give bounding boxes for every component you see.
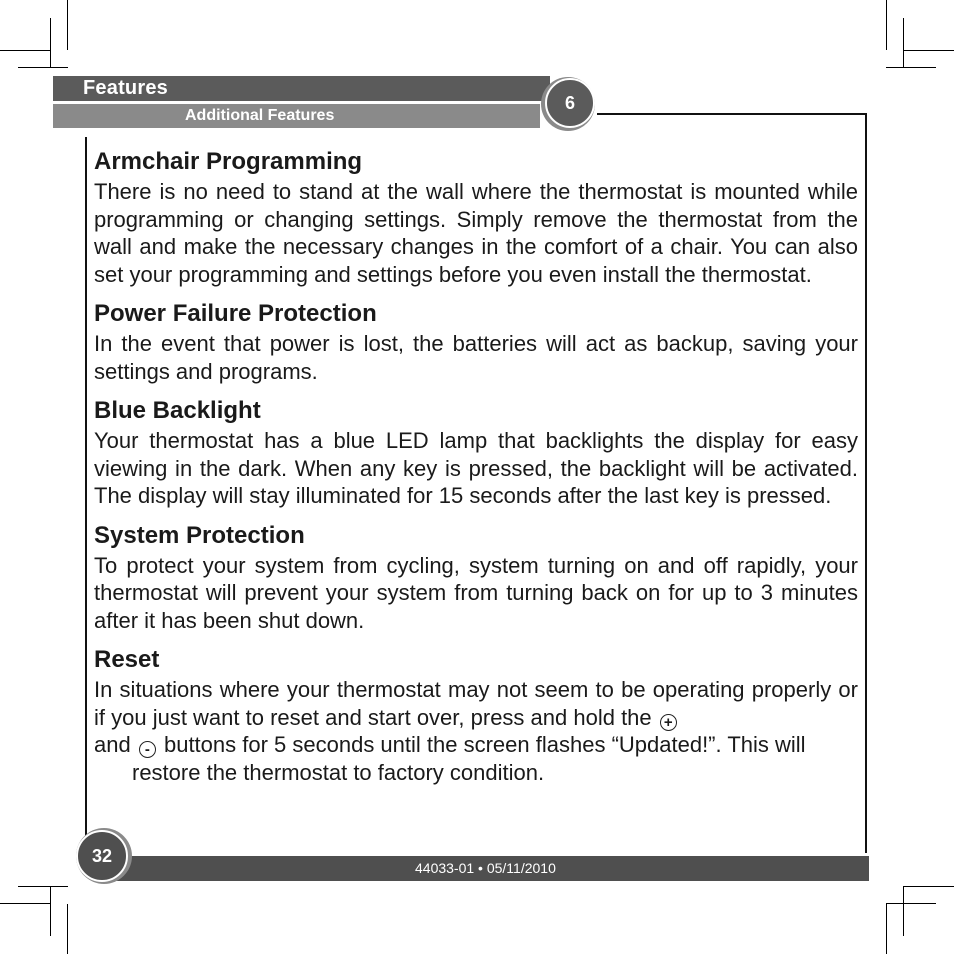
crop-mark — [904, 50, 954, 51]
crop-mark — [18, 67, 68, 68]
minus-button-icon: - — [139, 741, 156, 758]
reset-text-part2: and — [94, 732, 131, 757]
crop-mark — [886, 67, 936, 68]
frame-right-rule — [865, 113, 867, 853]
section-heading: Armchair Programming — [94, 148, 363, 175]
reset-text-part4: restore the thermostat to factory condition. — [132, 759, 545, 785]
frame-top-rule — [597, 113, 867, 115]
section-body: There is no need to stand at the wall where the thermostat is mounted while programming or changing settings. Simply remove the thermostat from the wall and make the necessary changes in the comfort of a chair. You can also set your programming and settings before you even install the thermostat. — [94, 179, 858, 287]
crop-mark — [0, 903, 50, 904]
crop-mark — [50, 886, 51, 936]
page-number-badge: 32 — [76, 830, 128, 882]
crop-mark — [67, 0, 68, 50]
section-heading: System Protection — [94, 521, 305, 549]
reset-text-part3: buttons for 5 seconds until the screen flashes “Updated!”. This will — [163, 732, 806, 757]
crop-mark — [903, 18, 904, 68]
section-power-failure-protection — [94, 298, 858, 385]
reset-text-part1: In situations where your thermostat may not seem to be operating properly or if you just want to reset and start over, press and hold the — [94, 677, 858, 730]
crop-mark — [50, 18, 51, 68]
section-body: In the event that power is lost, the batteries will act as backup, saving your settings and programs. — [94, 331, 858, 384]
section-heading: Blue Backlight — [94, 397, 261, 424]
section-body: To protect your system from cycling, system turning on and off rapidly, your thermostat will prevent your system from turning back on for up to 3 minutes after it has been shut down. — [94, 552, 858, 633]
section-heading: Reset — [94, 646, 160, 673]
section-heading: Power Failure Protection — [94, 300, 377, 327]
crop-mark — [18, 886, 68, 887]
crop-mark — [903, 886, 904, 936]
chapter-number-badge: 6 — [545, 78, 595, 128]
crop-mark — [886, 904, 887, 954]
chapter-title: Features — [83, 77, 168, 99]
section-blue-backlight — [94, 395, 858, 510]
crop-mark — [904, 886, 954, 887]
section-reset — [94, 644, 858, 786]
crop-mark — [0, 50, 50, 51]
section-body — [94, 676, 858, 759]
section-system-protection — [94, 520, 858, 635]
crop-mark — [67, 904, 68, 954]
crop-mark — [886, 0, 887, 50]
section-body: Your thermostat has a blue LED lamp that backlights the display for easy viewing in the dark. When any key is pressed, the backlight will be activated. The display will stay illuminated for 15 seconds after the last key is pressed. — [94, 428, 858, 508]
section-title: Additional Features — [185, 107, 335, 124]
document-info: 44033-01 • 05/11/2010 — [415, 860, 556, 876]
plus-button-icon: + — [660, 714, 677, 731]
crop-mark — [886, 903, 936, 904]
page-content — [94, 146, 858, 796]
frame-left-rule — [85, 137, 87, 837]
section-armchair-programming — [94, 146, 858, 288]
